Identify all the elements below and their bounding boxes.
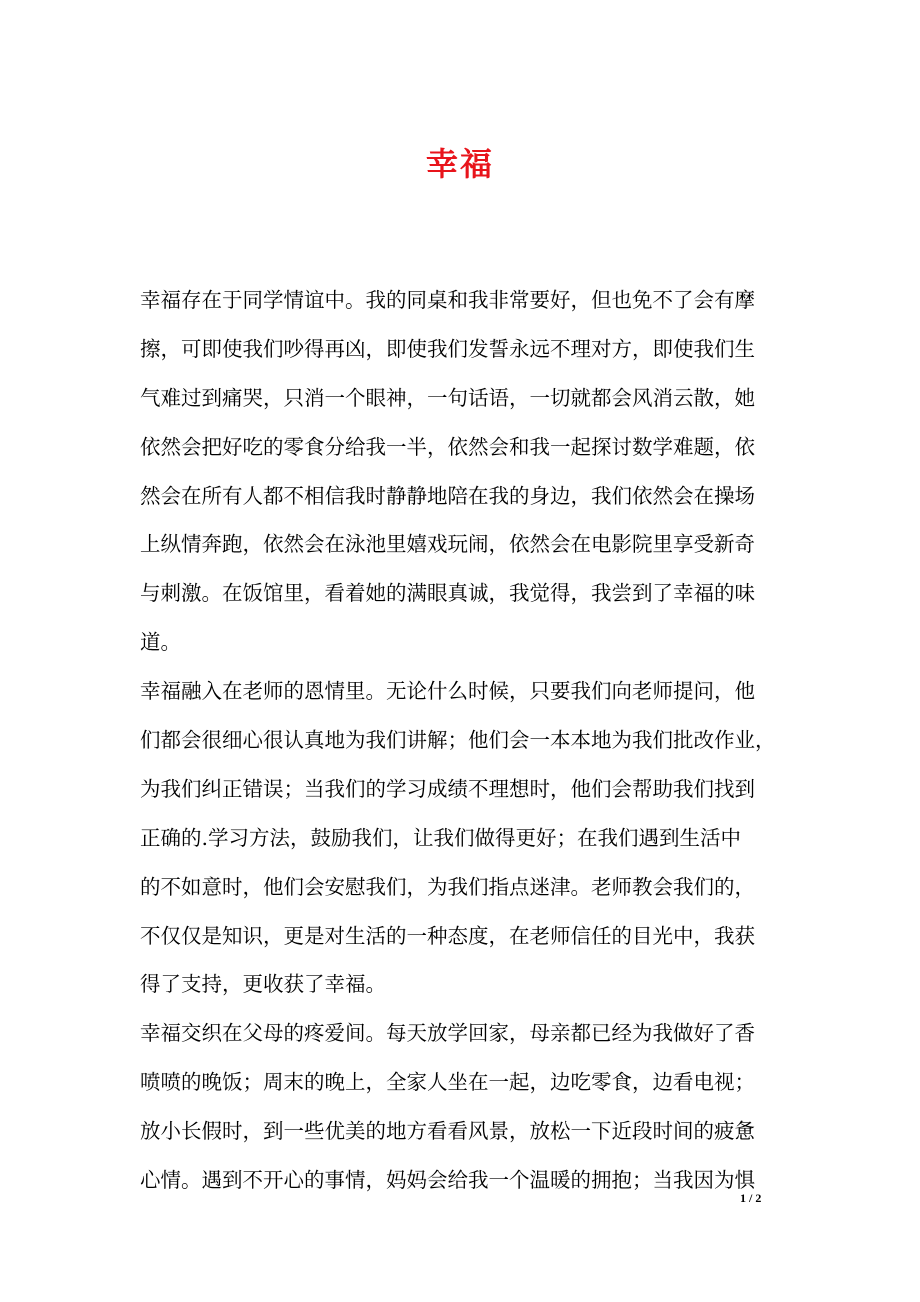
body-line: 正确的.学习方法，鼓励我们，让我们做得更好；在我们遇到生活中	[140, 825, 742, 850]
body-line: 与刺激。在饭馆里，看着她的满眼真诚，我觉得，我尝到了幸福的味	[140, 581, 755, 606]
body-line: 然会在所有人都不相信我时静静地陪在我的身边，我们依然会在操场	[140, 483, 755, 508]
body-line: 们都会很细心很认真地为我们讲解；他们会一本本地为我们批改作业，	[140, 728, 776, 753]
body-line: 依然会把好吃的零食分给我一半，依然会和我一起探讨数学难题，依	[140, 434, 755, 459]
body-line: 气难过到痛哭，只消一个眼神，一句话语，一切就都会风消云散，她	[140, 385, 755, 410]
body-line: 为我们纠正错误；当我们的学习成绩不理想时，他们会帮助我们找到	[140, 776, 755, 801]
body-line: 的不如意时，他们会安慰我们，为我们指点迷津。老师教会我们的，	[140, 874, 755, 899]
body-line: 上纵情奔跑，依然会在泳池里嬉戏玩闹，依然会在电影院里享受新奇	[140, 532, 755, 557]
body-line: 幸福交织在父母的疼爱间。每天放学回家，母亲都已经为我做好了香	[140, 1021, 755, 1046]
body-line: 擦，可即使我们吵得再凶，即使我们发誓永远不理对方，即使我们生	[140, 336, 755, 361]
document-title: 幸福	[425, 145, 494, 183]
body-line: 道。	[140, 630, 181, 655]
body-line: 得了支持，更收获了幸福。	[140, 972, 386, 997]
body-line: 不仅仅是知识，更是对生活的一种态度，在老师信任的目光中，我获	[140, 923, 755, 948]
page-number: 1 / 2	[740, 1191, 762, 1205]
body-line: 喷喷的晚饭；周末的晚上，全家人坐在一起，边吃零食，边看电视；	[140, 1070, 755, 1095]
body-line: 心情。遇到不开心的事情，妈妈会给我一个温暖的拥抱；当我因为惧	[140, 1168, 755, 1193]
body-line: 幸福存在于同学情谊中。我的同桌和我非常要好，但也免不了会有摩	[140, 288, 755, 312]
document-body	[140, 276, 785, 1205]
body-line: 幸福融入在老师的恩情里。无论什么时候，只要我们向老师提问，他	[140, 679, 755, 704]
body-line: 放小长假时，到一些优美的地方看看风景，放松一下近段时间的疲惫	[140, 1119, 755, 1144]
